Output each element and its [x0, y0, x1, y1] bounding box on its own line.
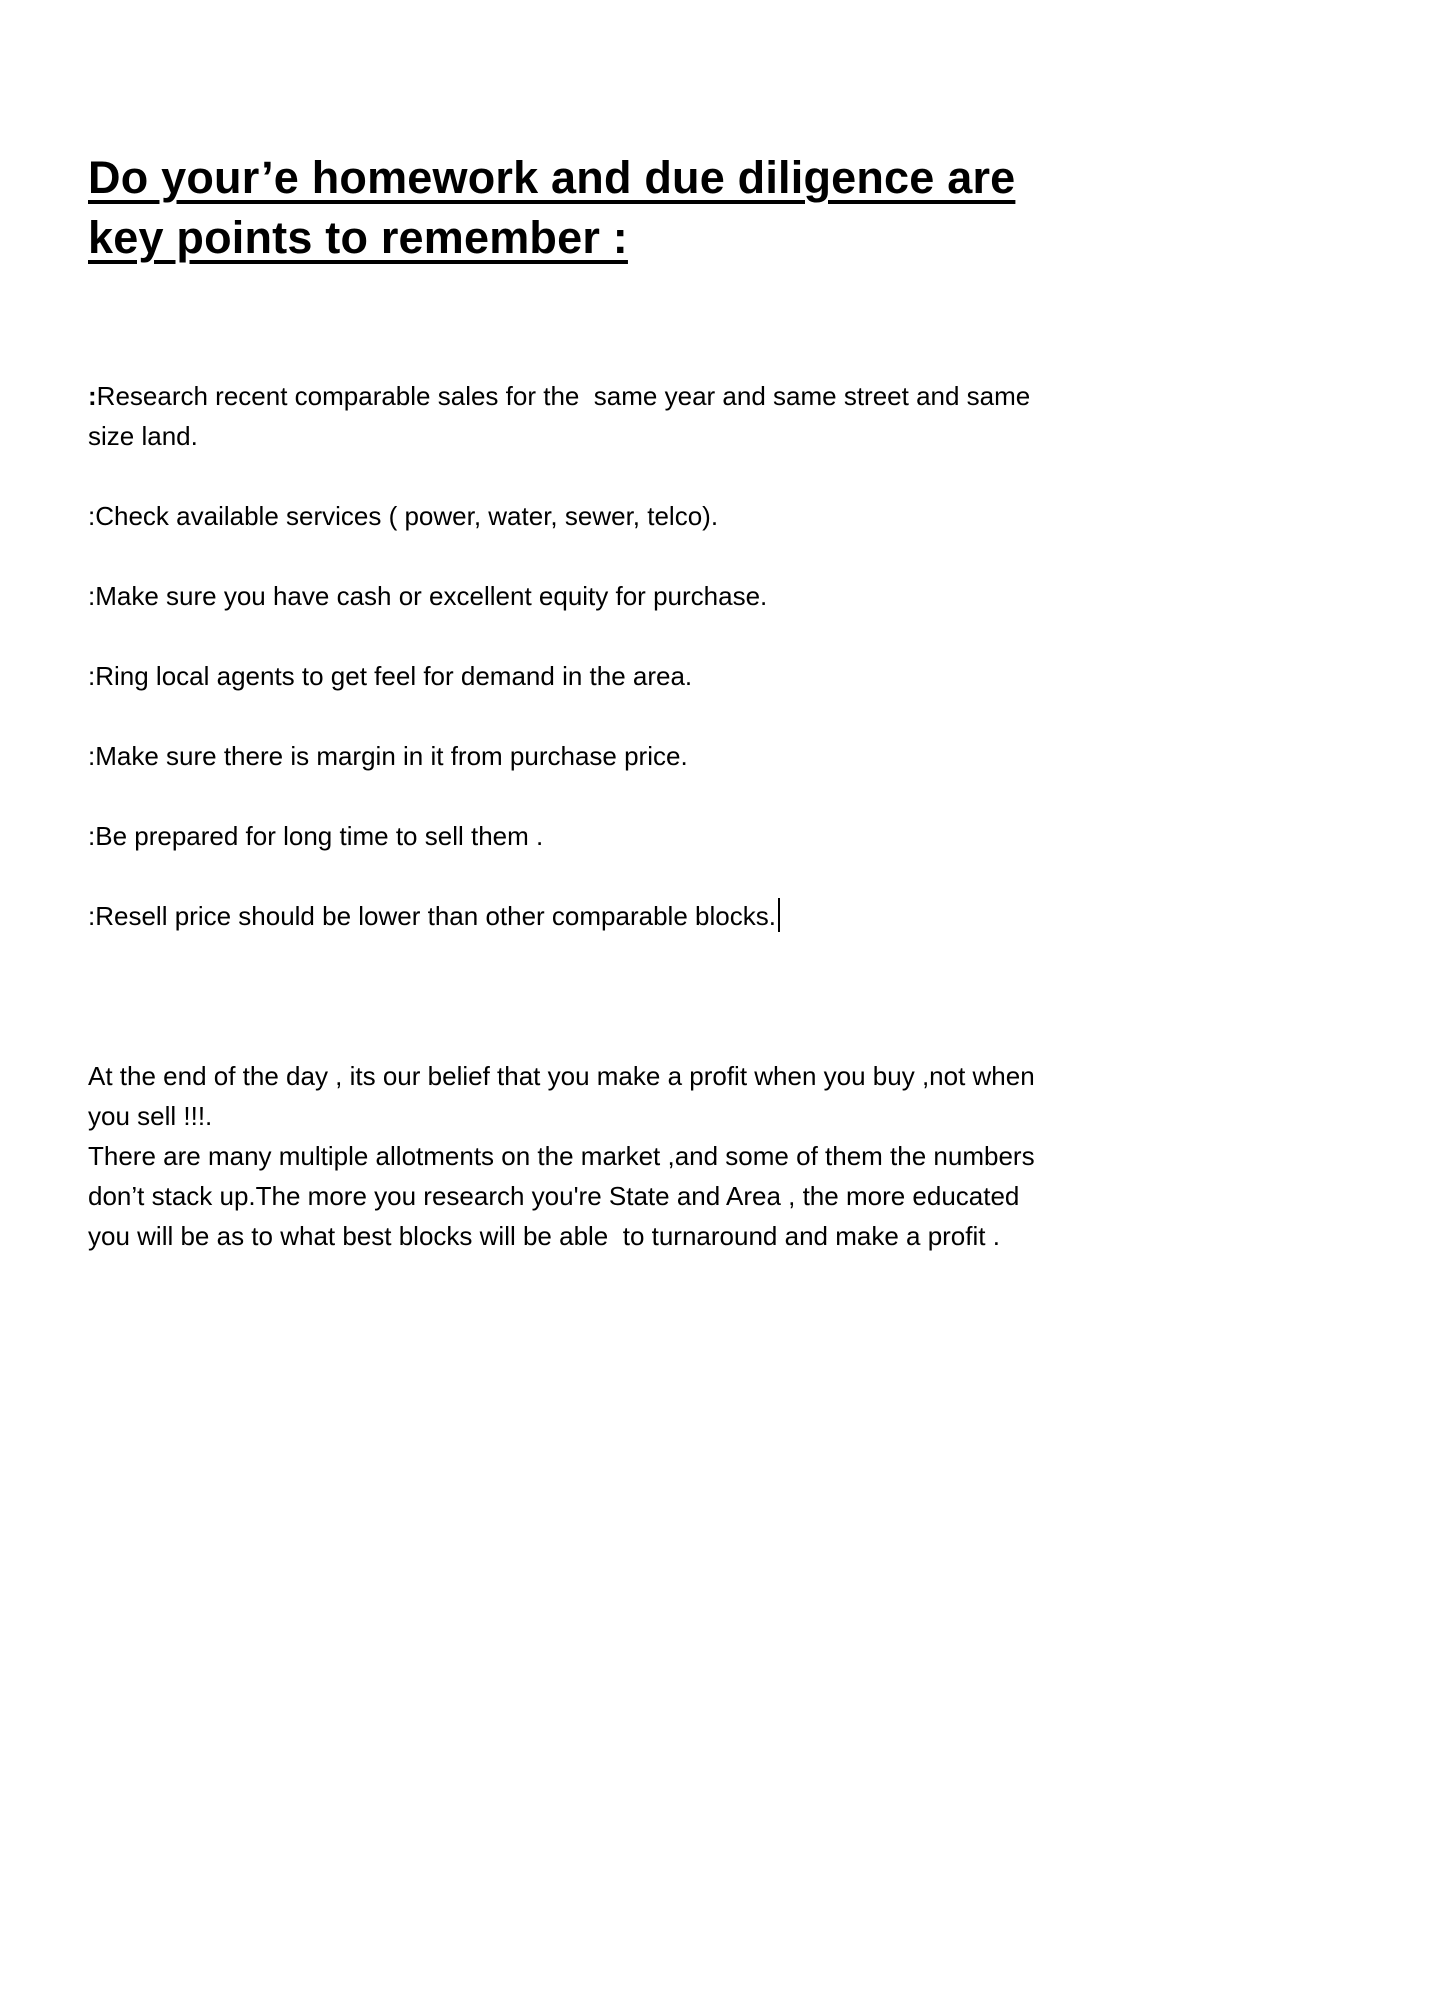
closing-line-5[interactable]: you will be as to what best blocks will be able to turnaround and make a profit . [88, 1221, 1000, 1251]
bullet-resell-price-line[interactable] [88, 896, 1374, 936]
document-title[interactable] [88, 148, 1374, 268]
closing-paragraph[interactable] [88, 1056, 1374, 1256]
bullet-check-services-text[interactable]: :Check available services ( power, water, sewer, telco). [88, 501, 719, 531]
bullet-long-time[interactable] [88, 816, 1374, 856]
title-line-2[interactable]: key points to remember : [88, 212, 628, 263]
bullet-ring-agents[interactable] [88, 656, 1374, 696]
closing-line-2[interactable]: you sell !!!. [88, 1101, 213, 1131]
closing-line-4[interactable]: don’t stack up.The more you research you're State and Area , the more educated [88, 1181, 1020, 1211]
bullet-research[interactable] [88, 376, 1374, 456]
title-line-1[interactable]: Do your’e homework and due diligence are [88, 152, 1016, 203]
bullet-research-line-2[interactable]: size land. [88, 421, 198, 451]
text-cursor [778, 898, 780, 932]
bullet-margin[interactable] [88, 736, 1374, 776]
bullet-research-line-1[interactable] [88, 376, 1374, 416]
bullet-ring-agents-text[interactable]: :Ring local agents to get feel for demand in the area. [88, 661, 693, 691]
bullet-resell-price-text: :Resell price should be lower than other comparable blocks. [88, 901, 776, 931]
bullet-check-services[interactable] [88, 496, 1374, 536]
bullet-cash-equity-text[interactable]: :Make sure you have cash or excellent equity for purchase. [88, 581, 768, 611]
bullet-cash-equity[interactable] [88, 576, 1374, 616]
bullet-long-time-text[interactable]: :Be prepared for long time to sell them . [88, 821, 544, 851]
bullet-margin-text[interactable]: :Make sure there is margin in it from purchase price. [88, 741, 688, 771]
closing-line-1[interactable]: At the end of the day , its our belief that you make a profit when you buy ,not when [88, 1061, 1035, 1091]
document-content [88, 0, 1374, 1256]
bullet-research-text: Research recent comparable sales for the same year and same street and same [96, 381, 1031, 411]
bold-colon: : [88, 381, 97, 411]
closing-line-3[interactable]: There are many multiple allotments on the market ,and some of them the numbers [88, 1141, 1035, 1171]
bullet-resell-price[interactable] [88, 896, 1374, 936]
document-body [88, 376, 1374, 1256]
